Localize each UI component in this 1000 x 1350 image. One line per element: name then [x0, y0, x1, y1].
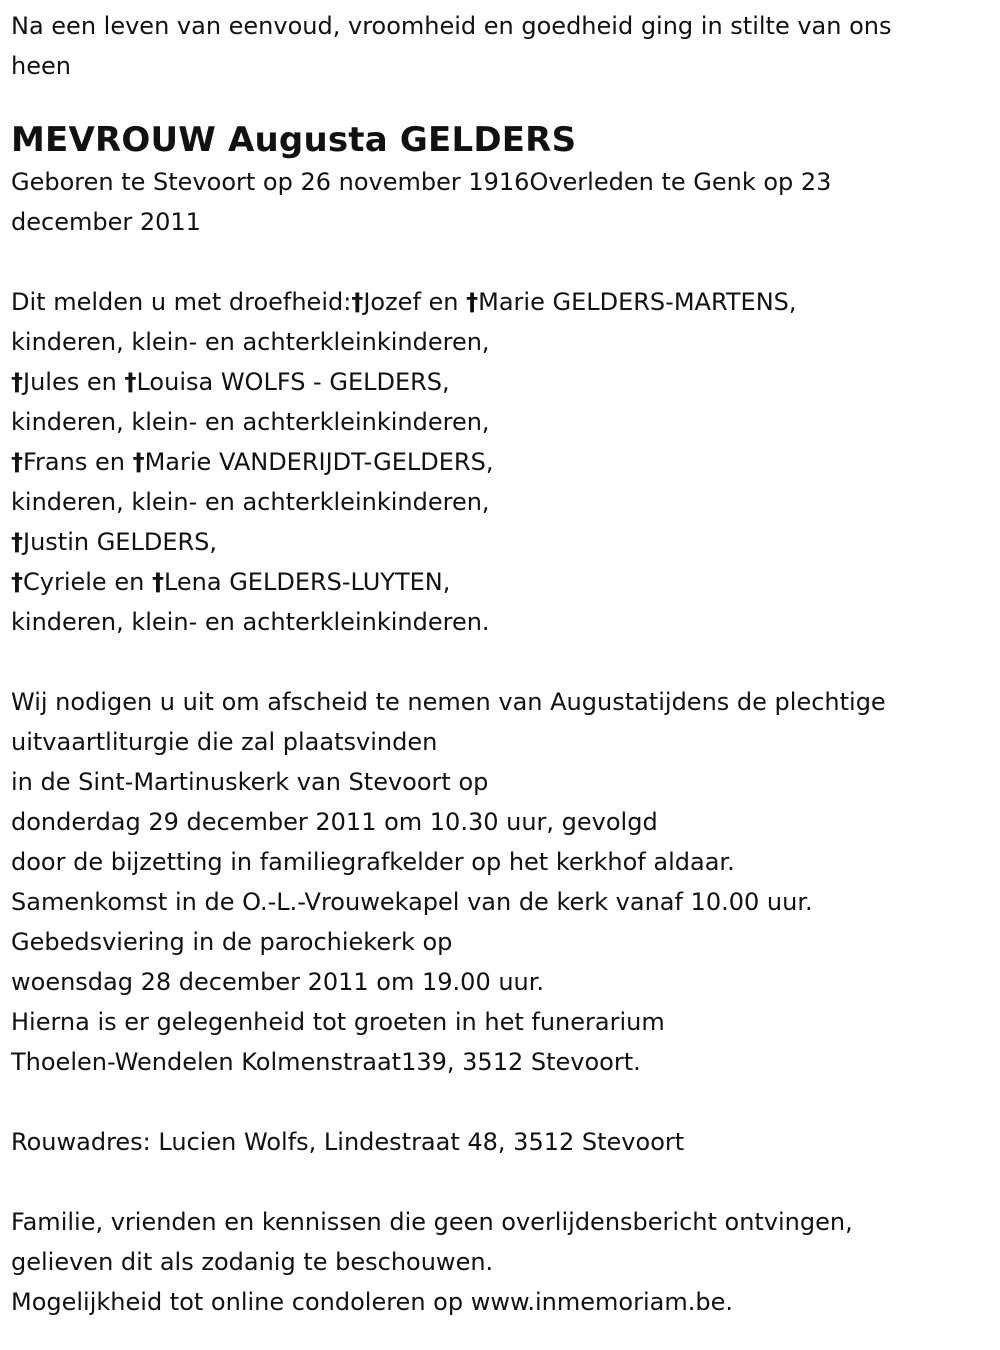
intro-text	[11, 6, 988, 86]
cross-icon: †	[11, 528, 23, 556]
family-line	[11, 282, 988, 322]
family-line	[11, 602, 988, 642]
cross-icon: †	[124, 368, 137, 396]
birth-death-info	[11, 162, 988, 242]
family-text: Frans en	[23, 448, 133, 476]
family-text: kinderen, klein- en achterkleinkinderen,	[11, 408, 490, 436]
family-text: Justin GELDERS,	[23, 528, 218, 556]
ceremony-line: in de Sint-Martinuskerk van Stevoort op	[11, 768, 489, 796]
family-text: Dit melden u met droefheid:	[11, 288, 352, 316]
family-text: kinderen, klein- en achterkleinkinderen,	[11, 488, 490, 516]
family-line	[11, 442, 988, 482]
mourning-address	[11, 1122, 988, 1162]
family-text: Cyriele en	[23, 568, 152, 596]
cross-icon: †	[11, 568, 23, 596]
ceremony-line: Gebedsviering in de parochiekerk op	[11, 928, 453, 956]
family-line	[11, 402, 988, 442]
deceased-name: MEVROUW Augusta GELDERS	[11, 120, 577, 160]
closing-line: gelieven dit als zodanig te beschouwen.	[11, 1248, 494, 1276]
birth-death-line: december 2011	[11, 208, 201, 236]
ceremony-line: Thoelen-Wendelen Kolmenstraat139, 3512 Stevoort.	[11, 1048, 641, 1076]
mourning-address-line: Rouwadres: Lucien Wolfs, Lindestraat 48, 3512 Stevoort	[11, 1128, 685, 1156]
closing-notes	[11, 1202, 988, 1322]
family-text: Marie GELDERS-MARTENS,	[478, 288, 797, 316]
closing-line: Mogelijkheid tot online condoleren op www.inmemoriam.be.	[11, 1288, 733, 1316]
family-text: Jules en	[23, 368, 125, 396]
ceremony-line: donderdag 29 december 2011 om 10.30 uur, gevolgd	[11, 808, 658, 836]
cross-icon: †	[11, 368, 23, 396]
cross-icon: †	[351, 288, 364, 316]
cross-icon: †	[11, 448, 23, 476]
family-text: Jozef en	[363, 288, 467, 316]
cross-icon: †	[151, 568, 164, 596]
family-line	[11, 362, 988, 402]
family-text: Louisa WOLFS - GELDERS,	[136, 368, 450, 396]
ceremony-line: woensdag 28 december 2011 om 19.00 uur.	[11, 968, 545, 996]
ceremony-line: Hierna is er gelegenheid tot groeten in het funerarium	[11, 1008, 665, 1036]
family-text: Lena GELDERS-LUYTEN,	[163, 568, 451, 596]
intro-line: heen	[11, 52, 71, 80]
family-text: Marie VANDERIJDT-GELDERS,	[144, 448, 494, 476]
family-announcement	[11, 282, 988, 642]
family-text: kinderen, klein- en achterkleinkinderen.	[11, 608, 490, 636]
ceremony-line: Wij nodigen u uit om afscheid te nemen van Augustatijdens de plechtige	[11, 688, 886, 716]
family-text: kinderen, klein- en achterkleinkinderen,	[11, 328, 490, 356]
family-line	[11, 562, 988, 602]
cross-icon: †	[466, 288, 479, 316]
intro-line: Na een leven van eenvoud, vroomheid en goedheid ging in stilte van ons	[11, 12, 892, 40]
family-line	[11, 482, 988, 522]
family-line	[11, 322, 988, 362]
ceremony-details	[11, 682, 988, 1082]
family-line	[11, 522, 988, 562]
ceremony-line: door de bijzetting in familiegrafkelder op het kerkhof aldaar.	[11, 848, 735, 876]
ceremony-line: Samenkomst in de O.-L.-Vrouwekapel van de kerk vanaf 10.00 uur.	[11, 888, 813, 916]
birth-death-line: Geboren te Stevoort op 26 november 1916Overleden te Genk op 23	[11, 168, 832, 196]
cross-icon: †	[132, 448, 145, 476]
ceremony-line: uitvaartliturgie die zal plaatsvinden	[11, 728, 438, 756]
closing-line: Familie, vrienden en kennissen die geen overlijdensbericht ontvingen,	[11, 1208, 853, 1236]
